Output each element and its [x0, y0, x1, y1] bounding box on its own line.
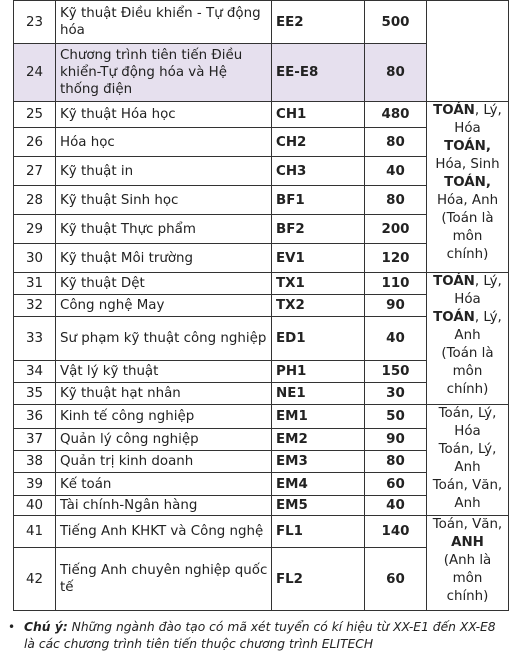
table-row [14, 1, 509, 44]
subject-text: (Anh là [443, 553, 492, 568]
quota: 140 [365, 516, 427, 548]
major-code: EM5 [272, 496, 365, 516]
major-code: FL1 [272, 516, 365, 548]
major-code: EE2 [272, 1, 365, 44]
subject-text: Toán, Văn, [432, 478, 503, 493]
subject-text: chính) [446, 247, 489, 262]
major-name: Chương trình tiên tiến Điều khiển-Tự động hóa và Hệ thống điện [56, 44, 272, 102]
row-number: 41 [14, 516, 56, 548]
major-name: Quản lý công nghiệp [56, 429, 272, 451]
major-code: EM1 [272, 405, 365, 429]
quota: 120 [365, 244, 427, 273]
major-name: Kỹ thuật Dệt [56, 273, 272, 295]
subject-text: , Lý, [474, 274, 502, 289]
major-name: Kỹ thuật Thực phẩm [56, 215, 272, 244]
row-number: 34 [14, 361, 56, 383]
row-number: 37 [14, 429, 56, 451]
subject-text: (Toán là [441, 346, 494, 361]
row-number: 42 [14, 548, 56, 611]
quota: 80 [365, 451, 427, 473]
major-code: EM4 [272, 473, 365, 496]
subject-text: (Toán là [441, 211, 494, 226]
subject-bold: TOÁN [433, 310, 475, 325]
row-number: 36 [14, 405, 56, 429]
major-code: PH1 [272, 361, 365, 383]
major-code: EM3 [272, 451, 365, 473]
subject-text: Anh [454, 460, 481, 475]
row-number: 35 [14, 383, 56, 405]
major-code: EV1 [272, 244, 365, 273]
subject-text: Anh [454, 496, 481, 511]
quota: 40 [365, 157, 427, 186]
subject-text: Hóa [454, 121, 481, 136]
major-code: BF1 [272, 186, 365, 215]
row-number: 31 [14, 273, 56, 295]
note-bullet: • [8, 620, 16, 634]
subject-text: , Lý, [474, 310, 502, 325]
quota: 40 [365, 317, 427, 361]
subject-text: Hóa [454, 424, 481, 439]
major-code: EM2 [272, 429, 365, 451]
row-number: 29 [14, 215, 56, 244]
subject-group-4 [427, 516, 509, 611]
major-name: Công nghệ May [56, 295, 272, 317]
row-number: 26 [14, 128, 56, 157]
quota: 150 [365, 361, 427, 383]
quota: 80 [365, 186, 427, 215]
subject-group-2 [427, 273, 509, 405]
admissions-table [13, 0, 509, 611]
subject-text: , Lý, [474, 103, 502, 118]
subject-text: Anh [454, 328, 481, 343]
row-number: 23 [14, 1, 56, 44]
major-name: Kỹ thuật in [56, 157, 272, 186]
row-number: 30 [14, 244, 56, 273]
major-code: TX2 [272, 295, 365, 317]
quota: 40 [365, 496, 427, 516]
subject-group-1 [427, 102, 509, 273]
major-code: FL2 [272, 548, 365, 611]
major-code: BF2 [272, 215, 365, 244]
subject-text: Toán, Văn, [432, 517, 503, 532]
row-number: 25 [14, 102, 56, 128]
subject-cell-empty [427, 1, 509, 102]
quota: 60 [365, 473, 427, 496]
quota: 80 [365, 128, 427, 157]
subject-bold: ANH [451, 535, 484, 550]
major-code: ED1 [272, 317, 365, 361]
subject-text: Toán, Lý, [438, 406, 497, 421]
table-row [14, 405, 509, 429]
subject-bold: TOÁN [444, 139, 486, 154]
major-name: Vật lý kỹ thuật [56, 361, 272, 383]
quota: 110 [365, 273, 427, 295]
subject-text: , [485, 139, 491, 154]
major-name: Kinh tế công nghiệp [56, 405, 272, 429]
row-number: 24 [14, 44, 56, 102]
quota: 50 [365, 405, 427, 429]
subject-text: Hóa [454, 292, 481, 307]
table-row [14, 273, 509, 295]
quota: 90 [365, 295, 427, 317]
quota: 200 [365, 215, 427, 244]
major-name: Tài chính-Ngân hàng [56, 496, 272, 516]
quota: 30 [365, 383, 427, 405]
table-row [14, 102, 509, 128]
subject-text: chính) [446, 382, 489, 397]
note-label: Chú ý: [24, 620, 68, 634]
major-code: EE-E8 [272, 44, 365, 102]
major-name: Kỹ thuật Sinh học [56, 186, 272, 215]
subject-group-3 [427, 405, 509, 516]
major-code: TX1 [272, 273, 365, 295]
major-code: CH1 [272, 102, 365, 128]
subject-text: chính) [446, 589, 489, 604]
subject-text: môn [452, 229, 483, 244]
major-code: CH2 [272, 128, 365, 157]
quota: 480 [365, 102, 427, 128]
major-name: Kỹ thuật Hóa học [56, 102, 272, 128]
subject-bold: TOÁN [444, 175, 486, 190]
subject-text: môn [452, 571, 483, 586]
table-row [14, 516, 509, 548]
subject-text: Hóa, Sinh [435, 157, 500, 172]
row-number: 38 [14, 451, 56, 473]
row-number: 40 [14, 496, 56, 516]
major-name: Kế toán [56, 473, 272, 496]
row-number: 33 [14, 317, 56, 361]
major-name: Quản trị kinh doanh [56, 451, 272, 473]
note-text: Những ngành đào tạo có mã xét tuyển có kí hiệu từ XX-E1 đến XX-E8 là các chương trình tiên tiến thuộc chương trình ELITECH [24, 620, 496, 651]
row-number: 28 [14, 186, 56, 215]
subject-text: Hóa, Anh [436, 193, 499, 208]
major-name: Tiếng Anh KHKT và Công nghệ [56, 516, 272, 548]
major-code: CH3 [272, 157, 365, 186]
quota: 60 [365, 548, 427, 611]
row-number: 27 [14, 157, 56, 186]
major-name: Kỹ thuật hạt nhân [56, 383, 272, 405]
subject-bold: TOÁN [433, 103, 475, 118]
quota: 500 [365, 1, 427, 44]
subject-text: , [485, 175, 491, 190]
subject-text: môn [452, 364, 483, 379]
row-number: 32 [14, 295, 56, 317]
major-name: Sư phạm kỹ thuật công nghiệp [56, 317, 272, 361]
major-name: Hóa học [56, 128, 272, 157]
row-number: 39 [14, 473, 56, 496]
quota: 80 [365, 44, 427, 102]
quota: 90 [365, 429, 427, 451]
major-name: Tiếng Anh chuyên nghiệp quốc tế [56, 548, 272, 611]
major-name: Kỹ thuật Môi trường [56, 244, 272, 273]
footnote [24, 619, 510, 653]
subject-text: Toán, Lý, [438, 442, 497, 457]
major-code: NE1 [272, 383, 365, 405]
major-name: Kỹ thuật Điều khiển - Tự động hóa [56, 1, 272, 44]
subject-bold: TOÁN [433, 274, 475, 289]
